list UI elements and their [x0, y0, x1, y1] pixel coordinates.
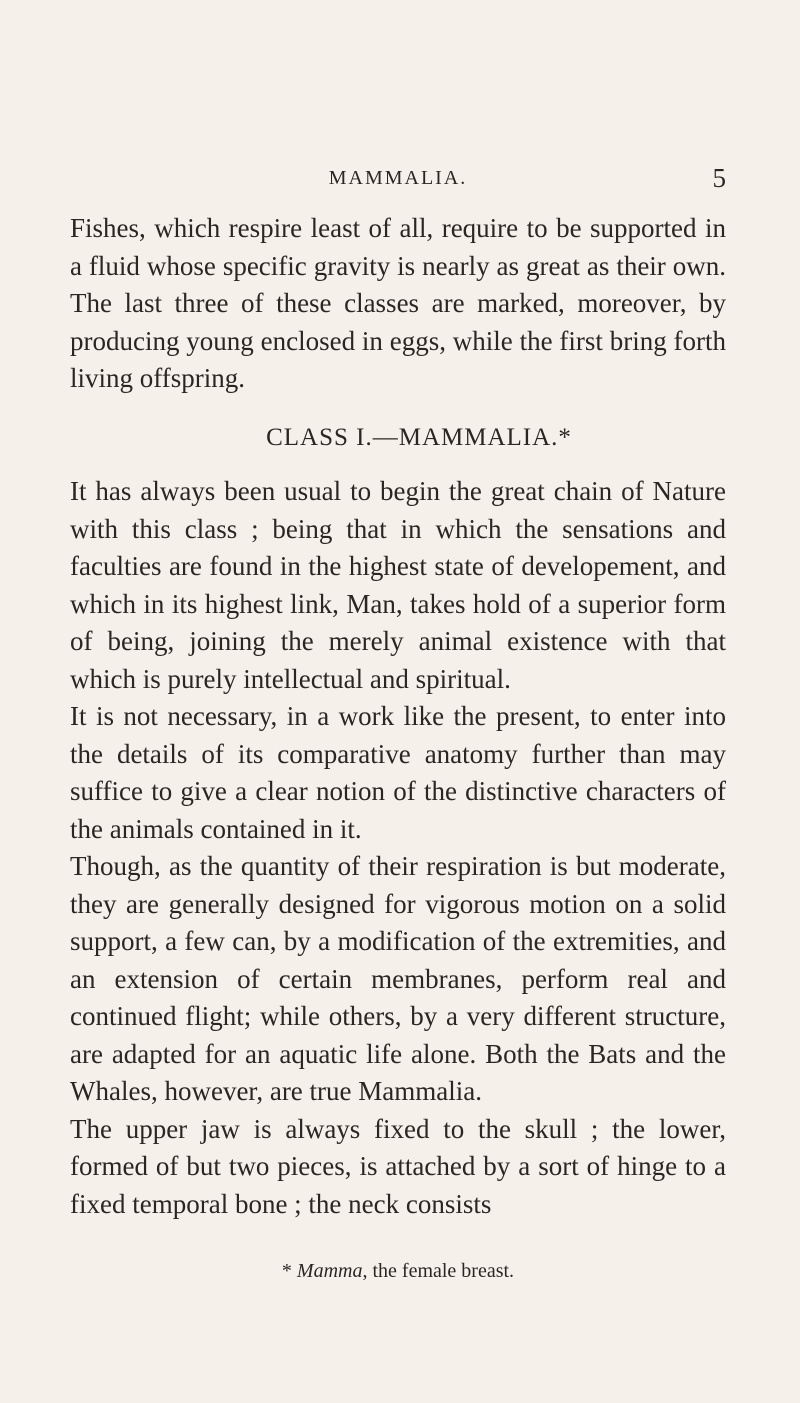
- running-title: MAMMALIA.: [328, 167, 468, 189]
- class-heading: CLASS I.—MAMMALIA.*: [266, 423, 572, 451]
- paragraph-chain-of-nature: It has always been usual to begin the great chain of Nature with this class ; being that in which the sensations and faculties are found in the highest state of developement, and which in its highest link, Man, takes hold of a superior form of being, joining the merely animal existence with that which is purely intellectual and spiritual.: [70, 476, 726, 694]
- body-text: [70, 210, 726, 1223]
- footnote-term: Mamma: [296, 1260, 363, 1282]
- paragraph-jaw: The upper jaw is always fixed to the skull ; the lower, formed of but two pieces, is attached by a sort of hinge to a fixed temporal bone ; the neck consists: [70, 1113, 726, 1219]
- paragraph-fishes: Fishes, which respire least of all, require to be supported in a fluid whose specific gravity is nearly as great as their own. The last three of these classes are marked, moreover, by producing young enclosed in eggs, while the first bring forth living offspring.: [70, 213, 726, 393]
- paragraph-respiration: Though, as the quantity of their respiration is but moderate, they are generally designed for vigorous motion on a solid support, a few can, by a modification of the extremities, and an extension of certain membranes, perform real and continued flight; while others, by a very different structure, are adapted for an aquatic life alone. Both the Bats and the Whales, however, are true Mammalia.: [70, 851, 726, 1106]
- page-number: 5: [712, 163, 726, 193]
- paragraph-comparative-anatomy: It is not necessary, in a work like the present, to enter into the details of its comparative anatomy further than may suffice to give a clear notion of the distinctive characters of the animals contained in it.: [70, 701, 726, 844]
- footnote: [70, 1260, 726, 1283]
- footnote-marker: *: [281, 1260, 297, 1282]
- footnote-text: , the female breast.: [362, 1260, 515, 1282]
- running-head: [70, 163, 726, 193]
